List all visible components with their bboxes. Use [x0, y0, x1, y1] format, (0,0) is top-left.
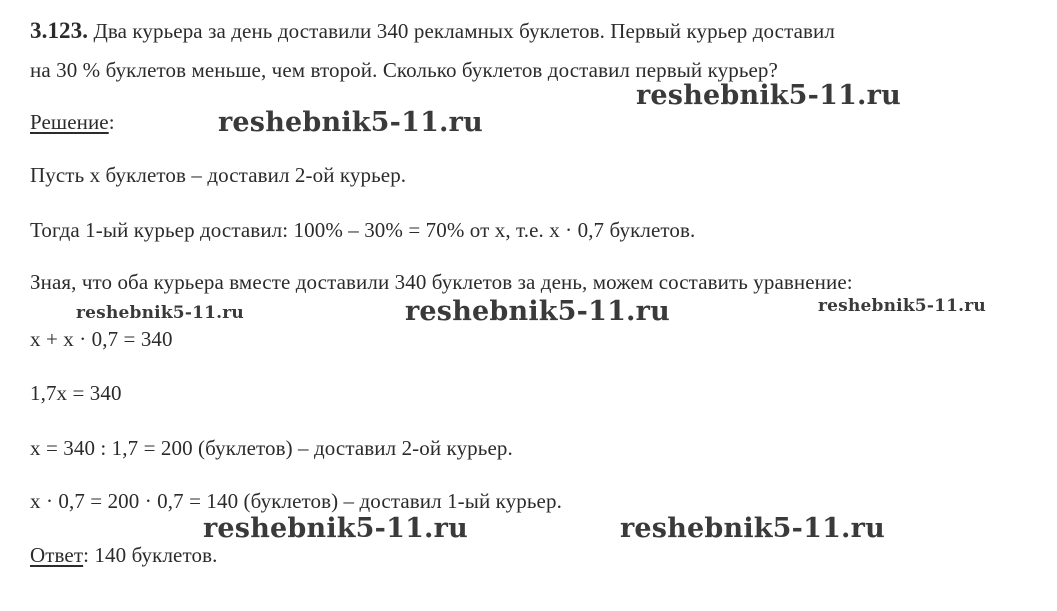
solution-step: Пусть x буклетов – доставил 2-ой курьер.: [30, 163, 407, 187]
watermark: reshebnik5-11.ru: [405, 296, 670, 327]
watermark: reshebnik5-11.ru: [818, 296, 986, 316]
problem-number: 3.123.: [30, 18, 89, 43]
equation: x + x · 0,7 = 340: [30, 327, 173, 351]
equation: 1,7x = 340: [30, 381, 122, 405]
watermark: reshebnik5-11.ru: [636, 80, 901, 111]
answer-text: : 140 буклетов.: [83, 543, 218, 567]
watermark: reshebnik5-11.ru: [76, 303, 244, 323]
problem-line-1: [30, 18, 835, 44]
solution-step: x = 340 : 1,7 = 200 (буклетов) – доставил 2-ой курьер.: [30, 436, 513, 460]
problem-line-2: на 30 % буклетов меньше, чем второй. Сколько буклетов доставил первый курьер?: [30, 58, 778, 82]
watermark: reshebnik5-11.ru: [203, 513, 468, 544]
watermark: reshebnik5-11.ru: [218, 107, 483, 138]
answer-label: Ответ: [30, 543, 84, 567]
solution-step: Тогда 1-ый курьер доставил: 100% – 30% = 70% от x, т.е. x · 0,7 буклетов.: [30, 218, 696, 242]
solution-heading-label: Решение: [30, 110, 109, 134]
solution-step: x · 0,7 = 200 · 0,7 = 140 (буклетов) – доставил 1-ый курьер.: [30, 489, 562, 513]
watermark: reshebnik5-11.ru: [620, 513, 885, 544]
problem-text-1: Два курьера за день доставили 340 рекламных буклетов. Первый курьер доставил: [93, 19, 835, 43]
solution-heading: [30, 110, 115, 135]
solution-heading-colon: :: [108, 110, 115, 134]
solution-step: Зная, что оба курьера вместе доставили 340 буклетов за день, можем составить уравнение:: [30, 270, 853, 294]
answer: [30, 543, 217, 568]
